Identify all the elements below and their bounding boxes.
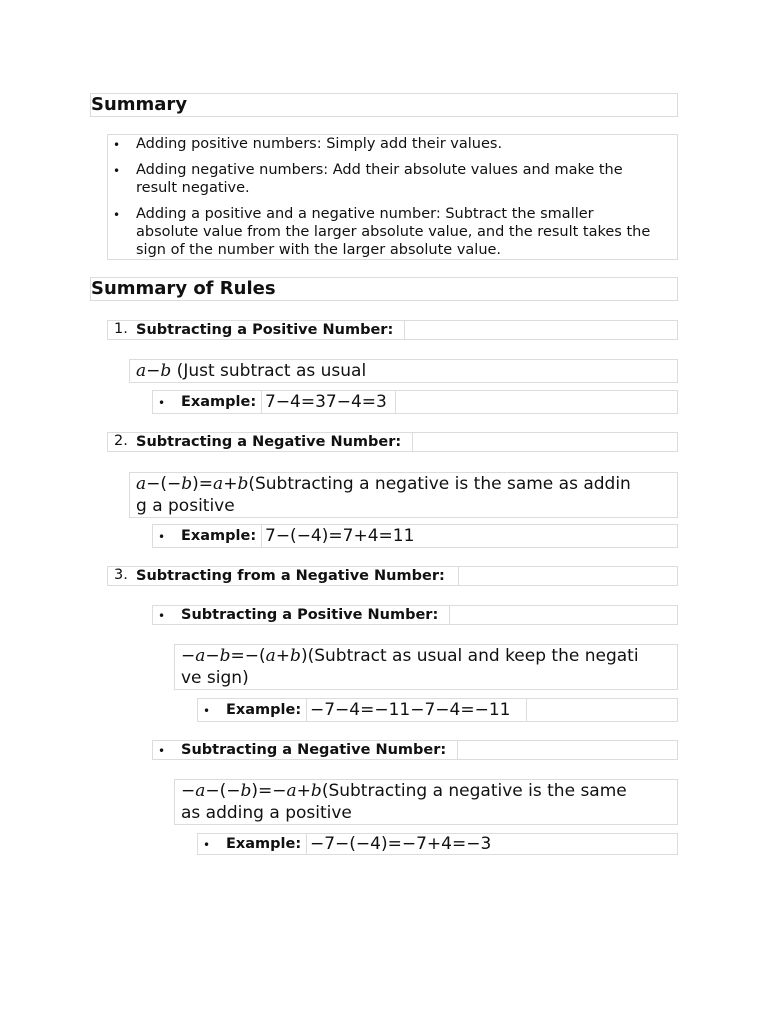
rule-3a-example-row [197, 698, 678, 722]
summary-list [107, 134, 678, 260]
rule-2-formula-line2: g a positive [136, 496, 235, 516]
rule-2-formula-text: (Subtracting a negative is the same as addin [248, 474, 631, 494]
rule-2-example-row [152, 524, 678, 548]
list-item-text: Adding negative numbers: Add their absolute values and make the result negative. [136, 162, 623, 196]
rule-3a-formula: −a−b=−(a+b)(Subtract as usual and keep the negati ve sign) [174, 644, 678, 690]
rule-1-number: 1. [114, 321, 128, 337]
rule-3b-title-row [152, 740, 678, 760]
rule-2-example-label: Example: [181, 528, 257, 544]
rule-3a-title: Subtracting a Positive Number: [181, 607, 439, 623]
rule-3a-title-row [152, 605, 678, 625]
list-item-text: Adding a positive and a negative number: Subtract the smaller absolute value from the larger absolute value, and the result takes the sign of the number with the larger absolute value. [136, 206, 651, 258]
bullet-icon: • [113, 208, 121, 222]
summary-heading [90, 93, 678, 117]
rule-3a-formula-line2: ve sign) [181, 668, 249, 688]
bullet-icon: • [158, 609, 166, 623]
rules-heading [90, 277, 678, 301]
rule-3b-example-value: −7−(−4)=−7+4=−3 [310, 834, 492, 854]
bullet-icon: • [113, 138, 121, 152]
rule-3b-title: Subtracting a Negative Number: [181, 742, 447, 758]
bullet-icon: • [158, 530, 166, 544]
rules-title: Summary of Rules [91, 278, 276, 299]
rule-1-example-row [152, 390, 678, 414]
summary-title: Summary [91, 94, 188, 115]
rule-1-formula-text: (Just subtract as usual [171, 361, 367, 381]
rule-1-title: Subtracting a Positive Number: [136, 322, 394, 338]
rule-1-example-value: 7−4=37−4=3 [265, 392, 387, 412]
rule-2-example-value: 7−(−4)=7+4=11 [265, 526, 415, 546]
rule-2-number: 2. [114, 433, 128, 449]
rule-3b-formula: −a−(−b)=−a+b(Subtracting a negative is the same as adding a positive [174, 779, 678, 825]
rule-3a-formula-text: (Subtract as usual and keep the negati [307, 646, 639, 666]
rule-3a-example-value: −7−4=−11−7−4=−11 [310, 700, 511, 720]
rule-3-number: 3. [114, 567, 128, 583]
rule-1-formula: a−b (Just subtract as usual [129, 359, 678, 383]
rule-2-title-row [107, 432, 678, 452]
rule-1-title-row [107, 320, 678, 340]
rule-3b-formula-text: (Subtracting a negative is the same [321, 781, 627, 801]
rule-3b-example-row [197, 833, 678, 855]
rule-3b-example-label: Example: [226, 836, 302, 852]
rule-3b-formula-line2: as adding a positive [181, 803, 352, 823]
rule-1-example-label: Example: [181, 394, 257, 410]
bullet-icon: • [158, 744, 166, 758]
rule-2-title: Subtracting a Negative Number: [136, 434, 402, 450]
rule-3-title-row [107, 566, 678, 586]
bullet-icon: • [203, 704, 211, 718]
rule-3-title: Subtracting from a Negative Number: [136, 568, 445, 584]
bullet-icon: • [113, 164, 121, 178]
rule-3a-example-label: Example: [226, 702, 302, 718]
list-item-text: Adding positive numbers: Simply add their values. [136, 136, 503, 152]
bullet-icon: • [158, 396, 166, 410]
bullet-icon: • [203, 838, 211, 852]
rule-2-formula: a−(−b)=a+b(Subtracting a negative is the same as addin g a positive [129, 472, 678, 518]
